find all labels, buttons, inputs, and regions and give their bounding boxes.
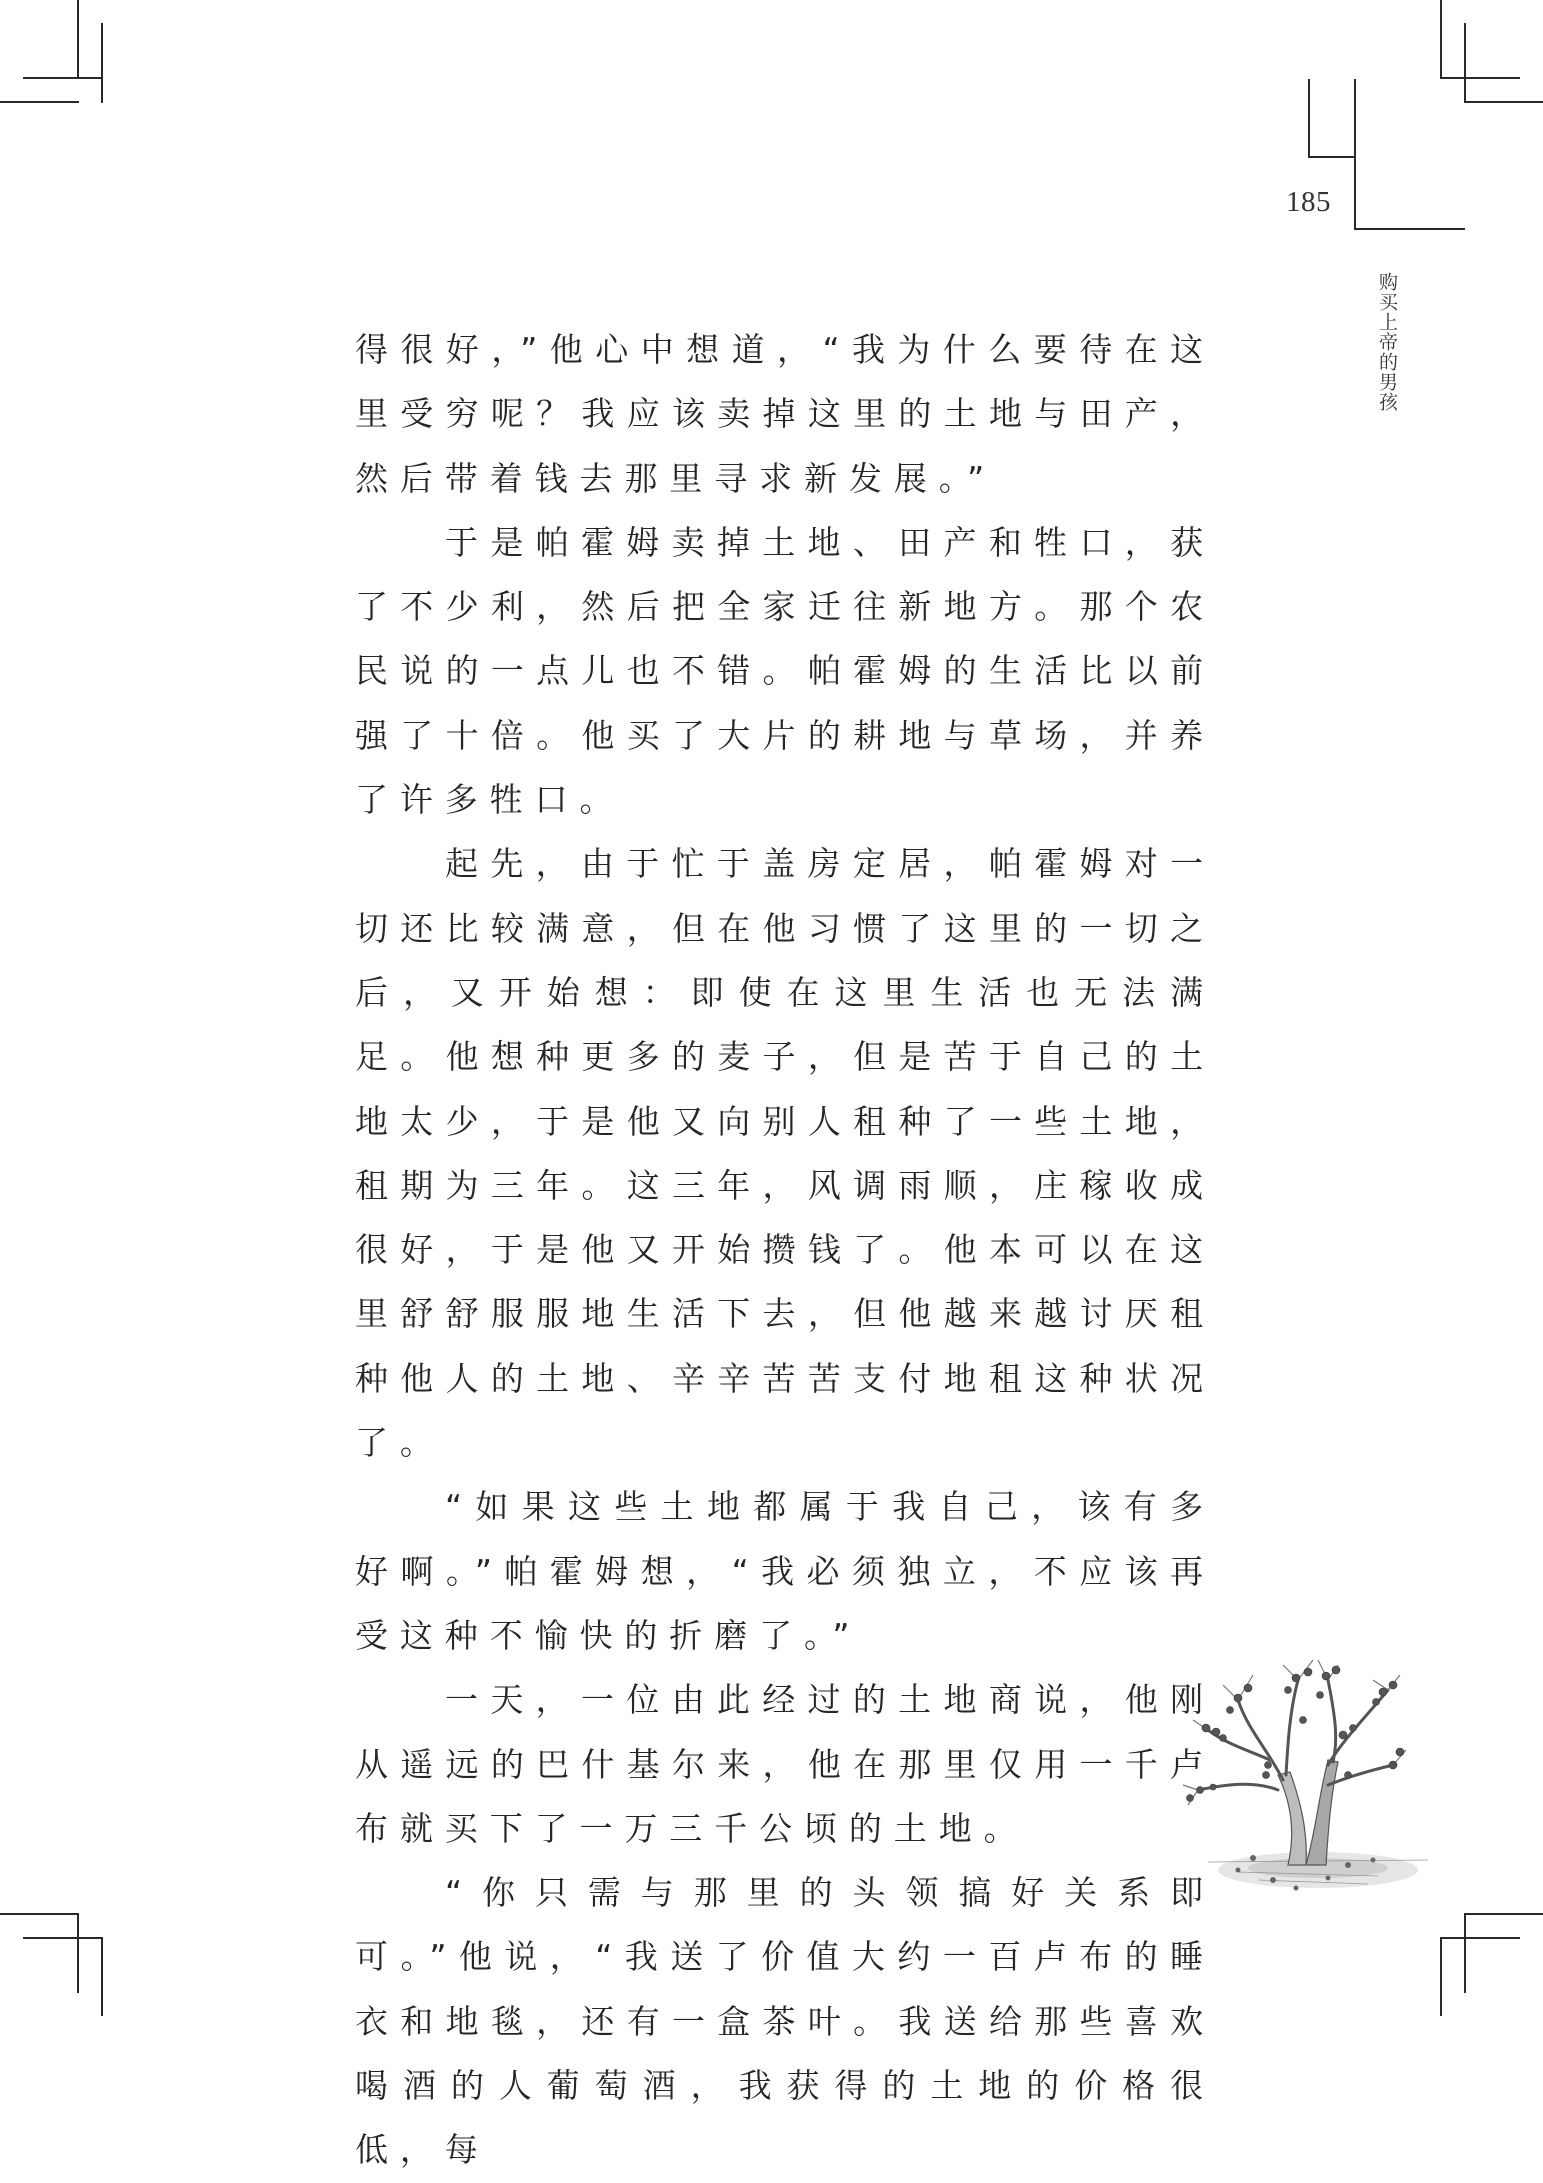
paragraph: 起先，由于忙于盖房定居，帕霍姆对一切还比较满意，但在他习惯了这里的一切之后，又开始想：即使在这里生活也无法满足。他想种更多的麦子，但是苦于自己的土地太少，于是他又向别人租种了一些土地，租期为三年。这三年，风调雨顺，庄稼收成很好，于是他又开始攒钱了。他本可以在这里舒舒服服地生活下去，但他越来越讨厌租种他人的土地、辛辛苦苦支付地租这种状况了。: [355, 844, 1215, 1463]
header-bracket-line: [1308, 79, 1310, 158]
header-bracket-line: [1308, 156, 1355, 158]
crop-mark-top-left: [23, 77, 103, 79]
crop-mark-bottom-right: [1464, 1913, 1543, 1915]
crop-mark-bottom-left: [0, 1913, 79, 1915]
tree-sketch-icon: [1178, 1640, 1458, 1940]
running-header: 购买上帝的男孩: [1376, 272, 1398, 412]
body-text: [355, 318, 1215, 2183]
crop-mark-bottom-right: [1464, 1913, 1466, 1993]
header-bracket-line: [1354, 79, 1356, 230]
crop-mark-top-left: [77, 0, 79, 79]
crop-mark-bottom-left: [23, 1937, 103, 1939]
paragraph: “你只需与那里的头领搞好关系即可。”他说，“我送了价值大约一百卢布的睡衣和地毯，还有一盒茶叶。我送给那些喜欢喝酒的人葡萄酒，我获得的土地的价格很低，每: [355, 1873, 1215, 2170]
header-bracket-line: [1354, 228, 1465, 230]
crop-mark-top-left: [0, 101, 79, 103]
crop-mark-bottom-left: [101, 1937, 103, 2016]
page-number: 185: [1286, 186, 1331, 218]
crop-mark-top-right: [1440, 0, 1442, 79]
crop-mark-bottom-right: [1440, 1937, 1442, 2016]
paragraph: 一天，一位由此经过的土地商说，他刚从遥远的巴什基尔来，他在那里仅用一千卢布就买下了一万三千公顷的土地。: [355, 1680, 1215, 1848]
paragraph: 于是帕霍姆卖掉土地、田产和牲口，获了不少利，然后把全家迁往新地方。那个农民说的一点儿也不错。帕霍姆的生活比以前强了十倍。他买了大片的耕地与草场，并养了许多牲口。: [355, 522, 1215, 820]
paragraph: 得很好，”他心中想道，“我为什么要待在这里受穷呢？我应该卖掉这里的土地与田产，然后带着钱去那里寻求新发展。”: [355, 330, 1215, 498]
crop-mark-top-right: [1464, 101, 1543, 103]
crop-mark-top-left: [101, 23, 103, 103]
paragraph: “如果这些土地都属于我自己，该有多好啊。”帕霍姆想，“我必须独立，不应该再受这种不愉快的折磨了。”: [355, 1487, 1215, 1655]
crop-mark-top-right: [1440, 77, 1520, 79]
crop-mark-top-right: [1464, 23, 1466, 103]
crop-mark-bottom-left: [77, 1913, 79, 1993]
